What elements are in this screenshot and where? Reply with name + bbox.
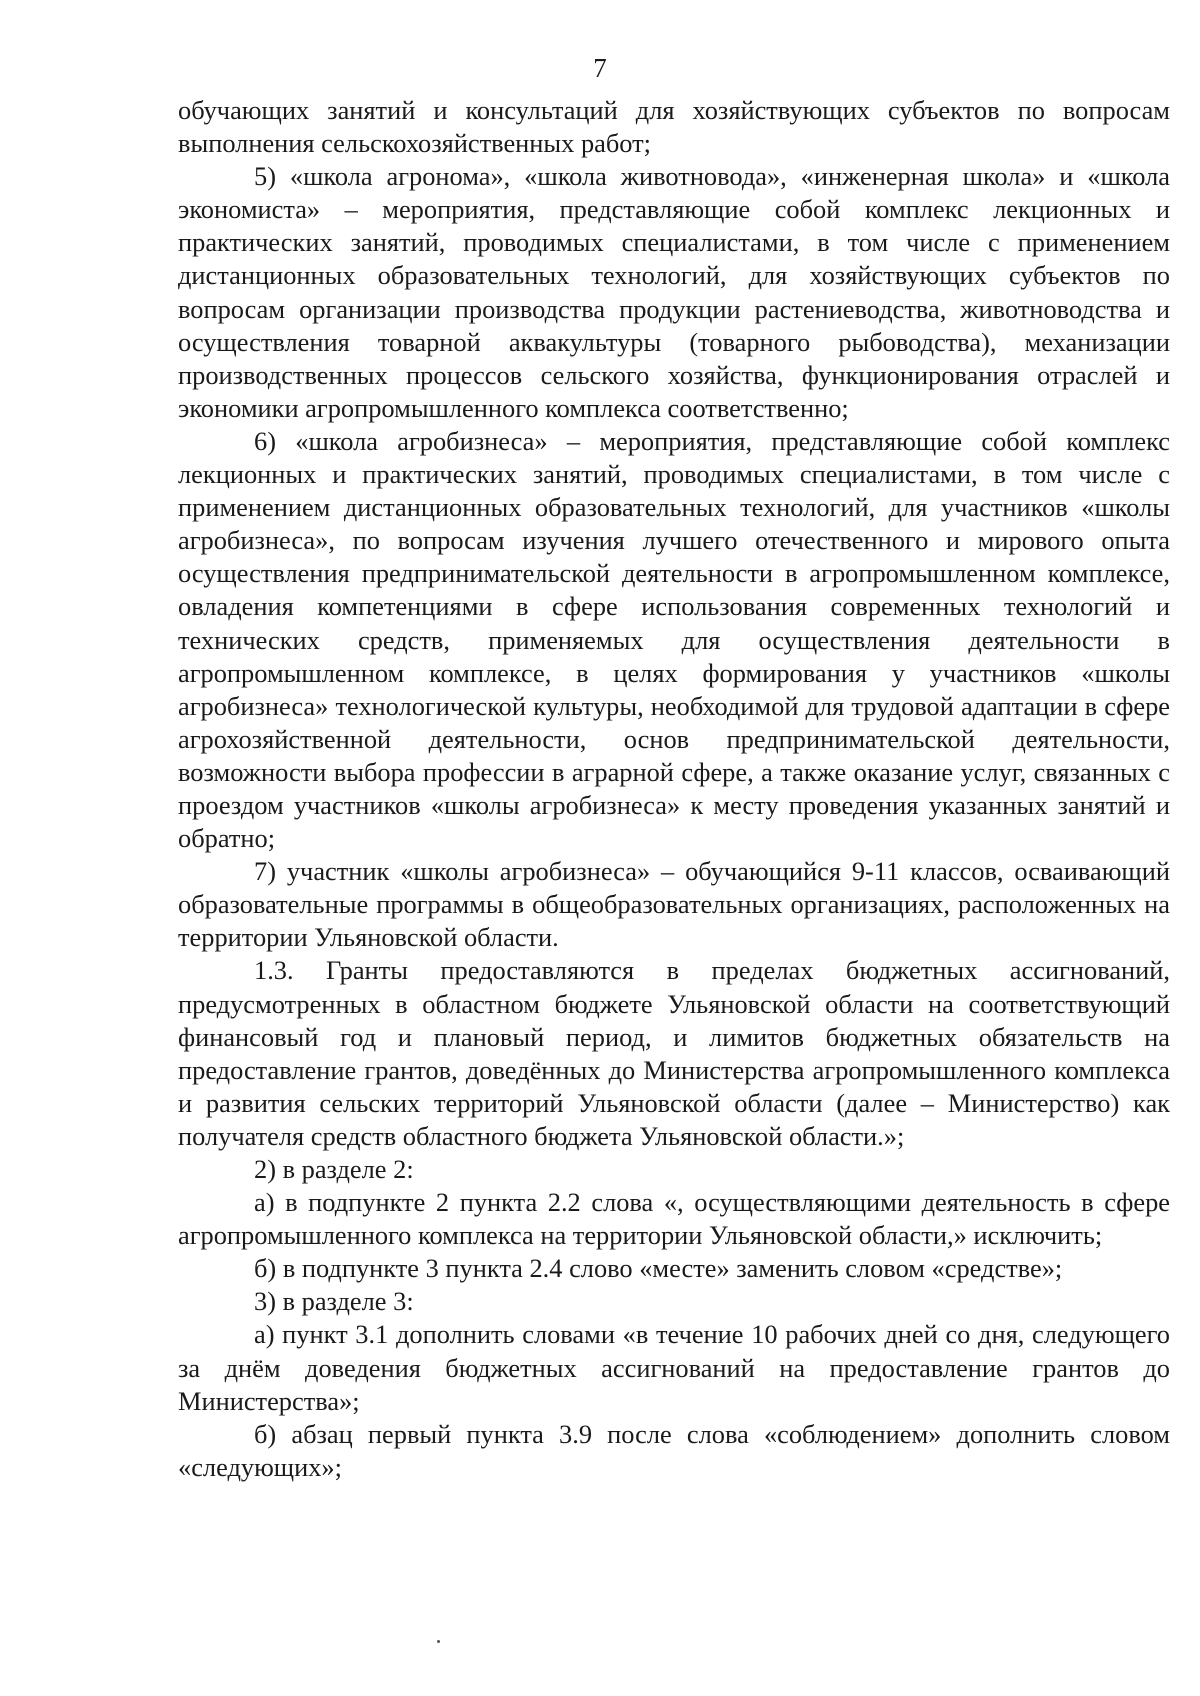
paragraph-item-7: 7) участник «школы агробизнеса» – обучающийся 9-11 классов, осваивающий образовательные программы в общеобразовательных организациях, расположенных на территории Ульяновской области.: [178, 856, 1170, 953]
scan-speck: [437, 1640, 440, 1643]
page-number: 7: [593, 53, 607, 83]
paragraph-continuation: обучающих занятий и консультаций для хозяйствующих субъектов по вопросам выполнения сельскохозяйственных работ;: [178, 95, 1170, 159]
paragraph-section-2-a: а) в подпункте 2 пункта 2.2 слова «, осуществляющими деятельность в сфере агропромышленного комплекса на территории Ульяновской области,» исключить;: [178, 1187, 1170, 1251]
paragraph-section-3-b: б) абзац первый пункта 3.9 после слова «соблюдением» дополнить словом «следующих»;: [178, 1418, 1170, 1482]
paragraph-section-2: 2) в разделе 2:: [254, 1154, 414, 1184]
paragraph-item-6: 6) «школа агробизнеса» – мероприятия, представляющие собой комплекс лекционных и практических занятий, проводимых специалистами, в том числе с применением дистанционных образовательных технологий, для участников «школы агробизнеса», по вопросам изучения лучшего отечественного и мирового опыта осуществления предпринимательской деятельности в агропромышленном комплексе, овладения компетенциями в сфере использования современных технологий и технических средств, применяемых для осуществления деятельности в агропромышленном комплексе, в целях формирования у участников «школы агробизнеса» технологической культуры, необходимой для трудовой адаптации в сфере агрохозяйственной деятельности, основ предпринимательской деятельности, возможности выбора профессии в аграрной сфере, а также оказание услуг, связанных с проездом участников «школы агробизнеса» к месту проведения указанных занятий и обратно;: [178, 425, 1170, 854]
paragraph-section-2-b: б) в подпункте 3 пункта 2.4 слово «месте» заменить словом «средстве»;: [254, 1253, 1063, 1284]
document-body: [178, 94, 1170, 1484]
paragraph-item-5: 5) «школа агронома», «школа животновода», «инженерная школа» и «школа экономиста» – мероприятия, представляющие собой комплекс лекционных и практических занятий, проводимых специалистами, в том числе с применением дистанционных образовательных технологий, для хозяйствующих субъектов по вопросам организации производства продукции растениеводства, животноводства и осуществления товарной аквакультуры (товарного рыбоводства), механизации производственных процессов сельского хозяйства, функционирования отраслей и экономики агропромышленного комплекса соответственно;: [178, 161, 1170, 423]
paragraph-section-3-a: а) пункт 3.1 дополнить словами «в течение 10 рабочих дней со дня, следующего за днём доведения бюджетных ассигнований на предоставление грантов до Министерства»;: [178, 1319, 1170, 1416]
paragraph-section-3: 3) в разделе 3:: [254, 1286, 414, 1317]
paragraph-1-3: 1.3. Гранты предоставляются в пределах бюджетных ассигнований, предусмотренных в областном бюджете Ульяновской области на соответствующий финансовый год и плановый период, и лимитов бюджетных обязательств на предоставление грантов, доведённых до Министерства агропромышленного комплекса и развития сельских территорий Ульяновской области (далее – Министерство) как получателя средств областного бюджета Ульяновской области.»;: [178, 955, 1170, 1151]
